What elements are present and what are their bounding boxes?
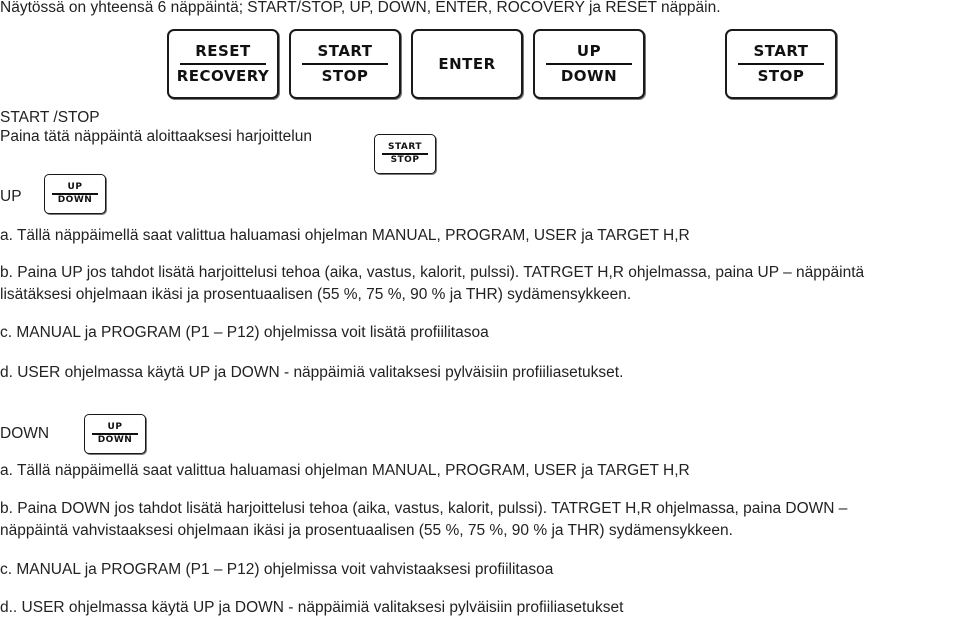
- key-label-top: UP: [107, 422, 123, 433]
- start-stop-description: Paina tätä näppäintä aloittaaksesi harjoittelun: [0, 128, 312, 145]
- key-label-top: START: [387, 142, 423, 153]
- up-item-a: a. Tällä näppäimellä saat valittua haluamasi ohjelman MANUAL, PROGRAM, USER ja TARGET H,R: [0, 227, 690, 244]
- up-down-small-icon: [44, 174, 106, 214]
- start-stop-heading: START /STOP: [0, 109, 100, 126]
- up-item-b-line1: b. Paina UP jos tahdot lisätä harjoittelusi tehoa (aika, vastus, kalorit, pulssi). TATRGET H,R ohjelmassa, paina UP – näppäintä: [0, 264, 865, 281]
- key-label-bottom: STOP: [757, 67, 805, 85]
- down-item-c: c. MANUAL ja PROGRAM (P1 – P12) ohjelmissa voit vahvistaaksesi profiilitasoa: [0, 561, 554, 578]
- key-label-top: UP: [576, 42, 602, 60]
- key-label-top: UP: [67, 182, 83, 193]
- up-item-b-line2: lisätäksesi ohjelmaan ikäsi ja prosentuaalisen (55 %, 75 %, 90 % ja THR) sydämensykkeen.: [0, 286, 632, 303]
- down-item-d: d.. USER ohjelmassa käytä UP ja DOWN - näppäimiä valitaksesi pylväisiin profiiliasetukset: [0, 599, 624, 616]
- up-item-c: c. MANUAL ja PROGRAM (P1 – P12) ohjelmissa voit lisätä profiilitasoa: [0, 324, 489, 341]
- start-stop-key-icon: [289, 29, 401, 99]
- key-divider: [180, 63, 266, 65]
- key-label-bottom: DOWN: [97, 434, 133, 445]
- reset-recovery-key-icon: [167, 29, 279, 99]
- start-stop-small-icon: [374, 134, 436, 174]
- down-item-b-line1: b. Paina DOWN jos tahdot lisätä harjoittelusi tehoa (aika, vastus, kalorit, pulssi). TATRGET H,R ohjelmassa, paina DOWN –: [0, 500, 848, 517]
- key-label-bottom: DOWN: [57, 194, 93, 205]
- key-label-top: START: [317, 42, 373, 60]
- start-stop-key-icon-2: [725, 29, 837, 99]
- up-item-d: d. USER ohjelmassa käytä UP ja DOWN - näppäimiä valitaksesi pylväisiin profiiliasetukset.: [0, 364, 624, 381]
- up-down-key-icon: [533, 29, 645, 99]
- key-label-bottom: STOP: [321, 67, 369, 85]
- down-item-b-line2: näppäintä vahvistaaksesi ohjelmaan ikäsi ja prosentuaalisen (55 %, 75 %, 90 % ja THR) sydämensykkeen.: [0, 522, 733, 539]
- intro-text: Näytössä on yhteensä 6 näppäintä; START/STOP, UP, DOWN, ENTER, ROCOVERY ja RESET näppäin.: [0, 0, 721, 16]
- key-divider: [738, 63, 824, 65]
- down-heading: DOWN: [0, 425, 50, 442]
- up-heading: UP: [0, 188, 22, 205]
- key-divider: [546, 63, 632, 65]
- down-item-a: a. Tällä näppäimellä saat valittua haluamasi ohjelman MANUAL, PROGRAM, USER ja TARGET H,R: [0, 462, 690, 479]
- enter-key-icon: [411, 29, 523, 99]
- key-label-bottom: DOWN: [560, 67, 618, 85]
- key-divider: [302, 63, 388, 65]
- key-label-top: RESET: [195, 42, 251, 60]
- key-label-bottom: RECOVERY: [176, 67, 270, 85]
- key-label-bottom: STOP: [390, 154, 420, 165]
- up-down-small-icon-2: [84, 414, 146, 454]
- key-label: ENTER: [438, 54, 496, 73]
- key-label-top: START: [753, 42, 809, 60]
